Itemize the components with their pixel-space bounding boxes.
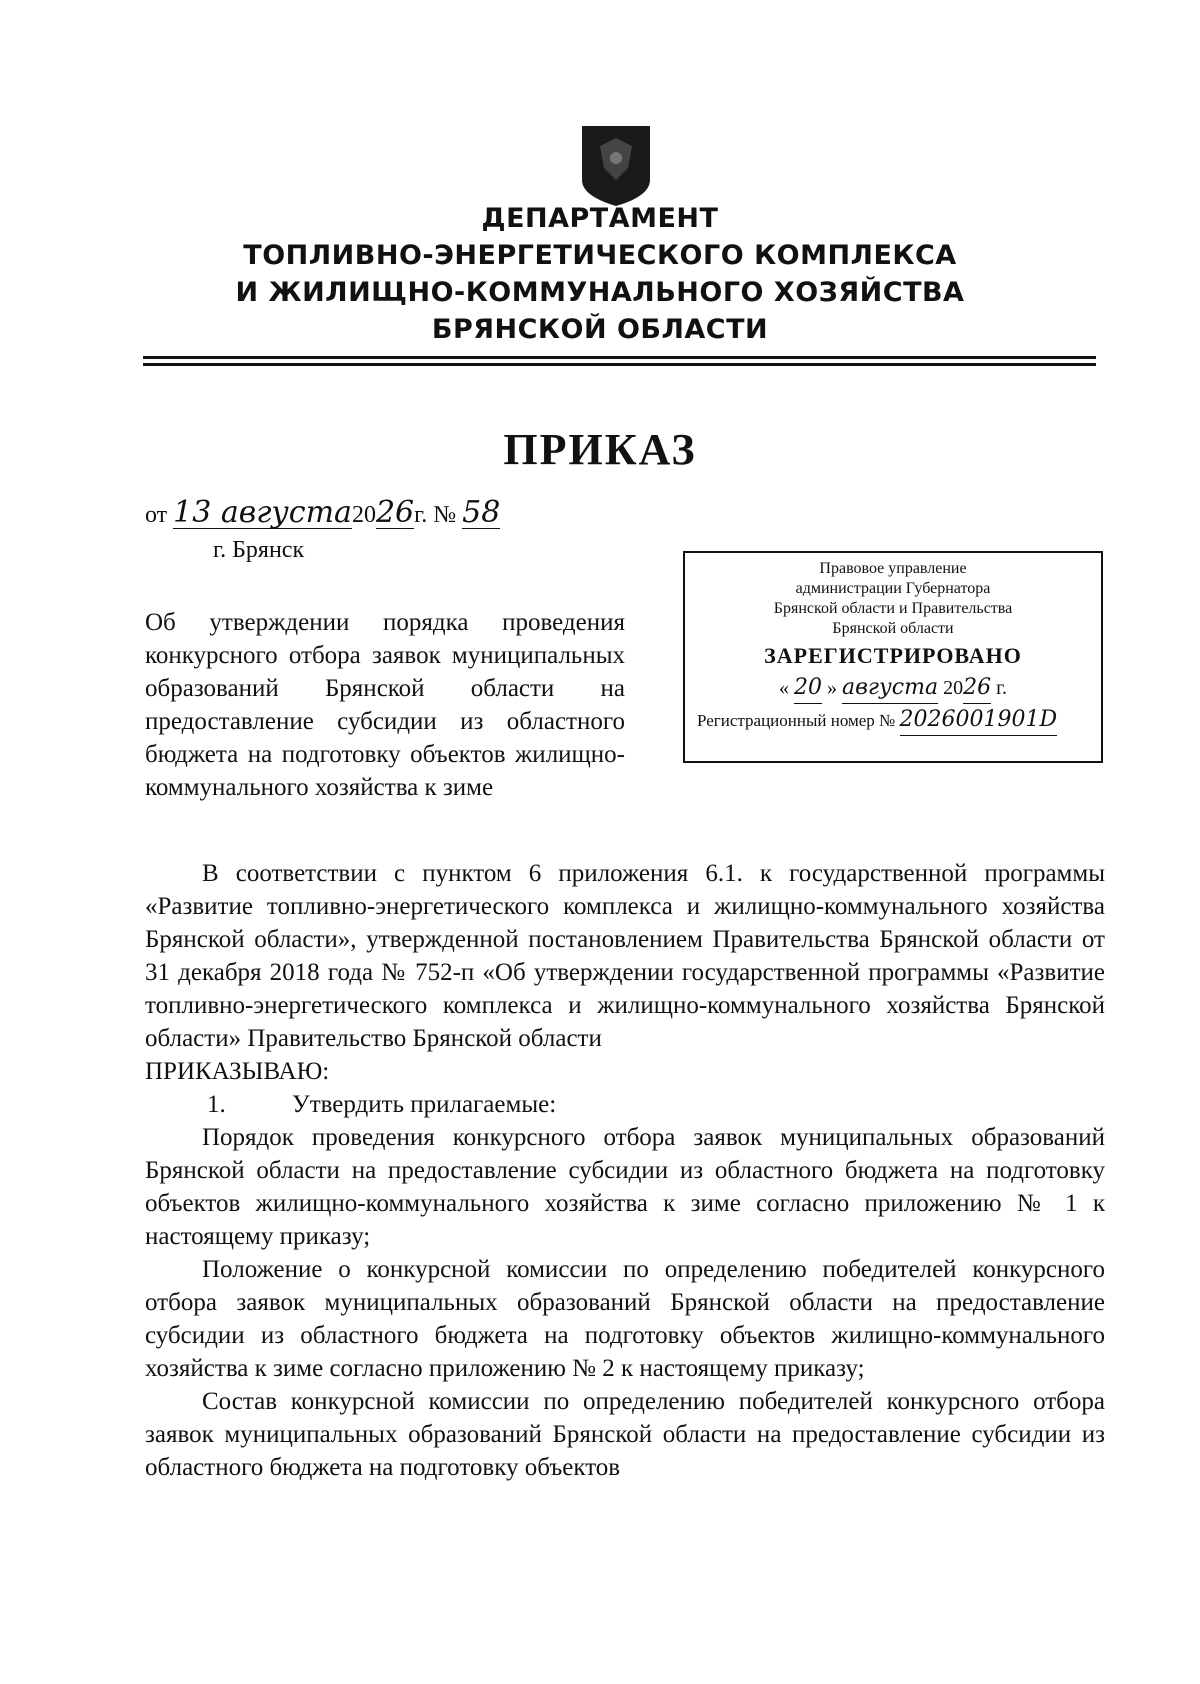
handwritten-number: 58 [462, 495, 501, 530]
body-paragraph: Состав конкурсной комиссии по определению победителей конкурсного отбора заявок муниципальных образований Брянской области на предоставление субсидии из областного бюджета на подготовку объектов [145, 1388, 1105, 1481]
date-number-line [145, 495, 501, 530]
registration-stamp [683, 551, 1103, 763]
city-name: г. Брянск [213, 537, 305, 563]
document-title: ПРИКАЗ [503, 425, 697, 474]
stamp-reg-number: 2026001901D [900, 705, 1058, 736]
list-item [145, 1088, 1105, 1121]
stamp-year-prefix: 20 [943, 677, 964, 699]
stamp-reg-number-line [685, 705, 1101, 736]
stamp-date-open: « [778, 677, 789, 699]
dept-line: И ЖИЛИЩНО-КОММУНАЛЬНОГО ХОЗЯЙСТВА [235, 277, 965, 308]
header-divider [143, 356, 1096, 359]
item-text: Утвердить прилагаемые: [292, 1091, 557, 1118]
order-subject: Об утверждении порядка проведения конкурсного отбора заявок муниципальных образований Брянской области на предоставление субсидии из областного бюджета на подготовку объектов жилищно-коммунального хозяйства к зиме [145, 609, 625, 801]
dept-line: ДЕПАРТАМЕНТ [481, 203, 719, 234]
stamp-line: администрации Губернатора [795, 580, 991, 597]
item-number: 1. [207, 1091, 226, 1118]
stamp-day: 20 [794, 673, 822, 704]
order-word: ПРИКАЗЫВАЮ: [145, 1058, 330, 1085]
stamp-line: Правовое управление [819, 560, 967, 577]
stamp-line: Брянской области [832, 620, 954, 637]
dept-line: БРЯНСКОЙ ОБЛАСТИ [431, 314, 769, 345]
stamp-month: августа [842, 673, 938, 704]
body-paragraph: Порядок проведения конкурсного отбора заявок муниципальных образований Брянской области на предоставление субсидии из областного бюджета на подготовку объектов жилищно-коммунального хозяйства к зиме согласно приложению № 1 к настоящему приказу; [145, 1124, 1105, 1250]
dept-line: ТОПЛИВНО-ЭНЕРГЕТИЧЕСКОГО КОМПЛЕКСА [243, 240, 957, 271]
stamp-date-mid: » [826, 677, 837, 699]
handwritten-year: 26 [375, 495, 415, 530]
stamp-registered: ЗАРЕГИСТРИРОВАНО [764, 643, 1022, 668]
stamp-line: Брянской области и Правительства [773, 600, 1013, 617]
preamble-paragraph: В соответствии с пунктом 6 приложения 6.1. к государственной программы «Развитие топливно-энергетического комплекса и жилищно-коммунального хозяйства Брянской области», утвержденной постановлением Правительства Брянской области от 31 декабря 2018 года № 752-п «Об утверждении государственной программы «Развитие топливно-энергетического комплекса и жилищно-коммунального хозяйства Брянской области» Правительство Брянской области [145, 860, 1105, 1052]
year-suffix: г. № [414, 502, 457, 528]
handwritten-date: 13 августа [173, 495, 352, 530]
body-paragraph: Положение о конкурсной комиссии по определению победителей конкурсного отбора заявок муниципальных образований Брянской области на предоставление субсидии из областного бюджета на подготовку объектов жилищно-коммунального хозяйства к зиме согласно приложению № 2 к настоящему приказу; [145, 1256, 1105, 1382]
stamp-year-suffix: г. [996, 677, 1008, 699]
order-body [145, 857, 1105, 1484]
coat-of-arms-icon [580, 124, 652, 208]
department-name [0, 200, 1200, 348]
date-prefix: от [145, 502, 168, 528]
header-divider [143, 363, 1096, 366]
year-prefix: 20 [351, 502, 376, 528]
stamp-reg-label: Регистрационный номер № [697, 711, 896, 730]
stamp-date [685, 671, 1101, 705]
stamp-year: 26 [963, 673, 991, 704]
